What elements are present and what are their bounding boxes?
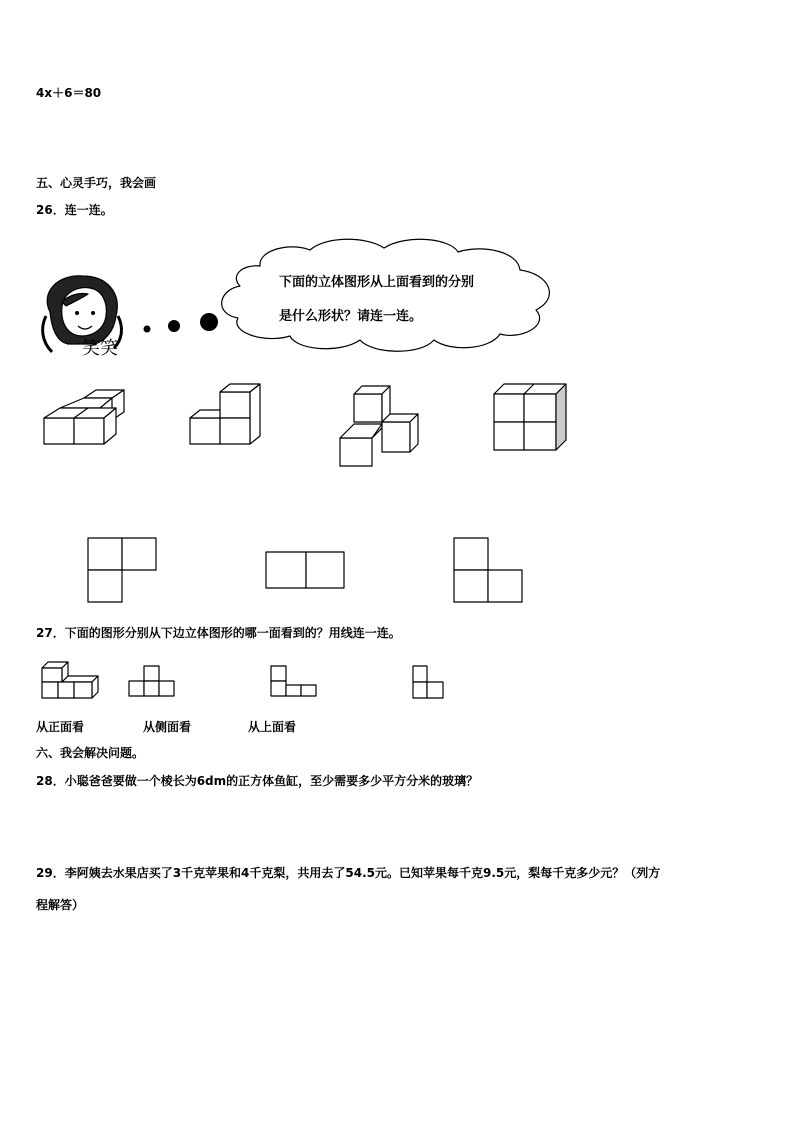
question-29-line-2: 程解答） bbox=[36, 898, 85, 912]
top-view-2 bbox=[264, 550, 348, 590]
view-label-top: 从上面看 bbox=[248, 720, 297, 734]
view-figure-1 bbox=[128, 664, 178, 700]
solid-figure-2 bbox=[186, 372, 266, 450]
thought-bubble bbox=[140, 236, 580, 356]
character-name: 笑笑 bbox=[82, 338, 118, 359]
solid-figure-4 bbox=[490, 380, 570, 452]
speech-line-2: 是什么形状？请连一连。 bbox=[279, 309, 423, 324]
section-title-5: 五、心灵手巧，我会画 bbox=[36, 176, 157, 190]
section-title-6: 六、我会解决问题。 bbox=[36, 746, 145, 760]
speech-line-1: 下面的立体图形从上面看到的分别 bbox=[279, 275, 475, 290]
question-27-label: 27．下面的图形分别从下边立体图形的哪一面看到的？用线连一连。 bbox=[36, 626, 401, 640]
solid-figure-1 bbox=[40, 388, 130, 450]
solid-figure-3 bbox=[336, 380, 432, 472]
top-view-1 bbox=[86, 536, 160, 604]
view-figure-3 bbox=[412, 664, 448, 702]
top-view-3 bbox=[452, 536, 526, 604]
question-29-line-1: 29．李阿姨去水果店买了3千克苹果和4千克梨，共用去了54.5元。已知苹果每千克9.5元，梨每千克多少元？（列方 bbox=[36, 866, 661, 880]
question-26-label: 26．连一连。 bbox=[36, 203, 113, 217]
equation: 4x＋6＝80 bbox=[36, 86, 102, 100]
question-28: 28．小聪爸爸要做一个棱长为6dm的正方体鱼缸，至少需要多少平方分米的玻璃？ bbox=[36, 774, 479, 788]
view-figure-2 bbox=[270, 664, 320, 700]
view-label-front: 从正面看 bbox=[36, 720, 85, 734]
solid-figure-27 bbox=[38, 660, 102, 702]
view-label-side: 从侧面看 bbox=[143, 720, 192, 734]
